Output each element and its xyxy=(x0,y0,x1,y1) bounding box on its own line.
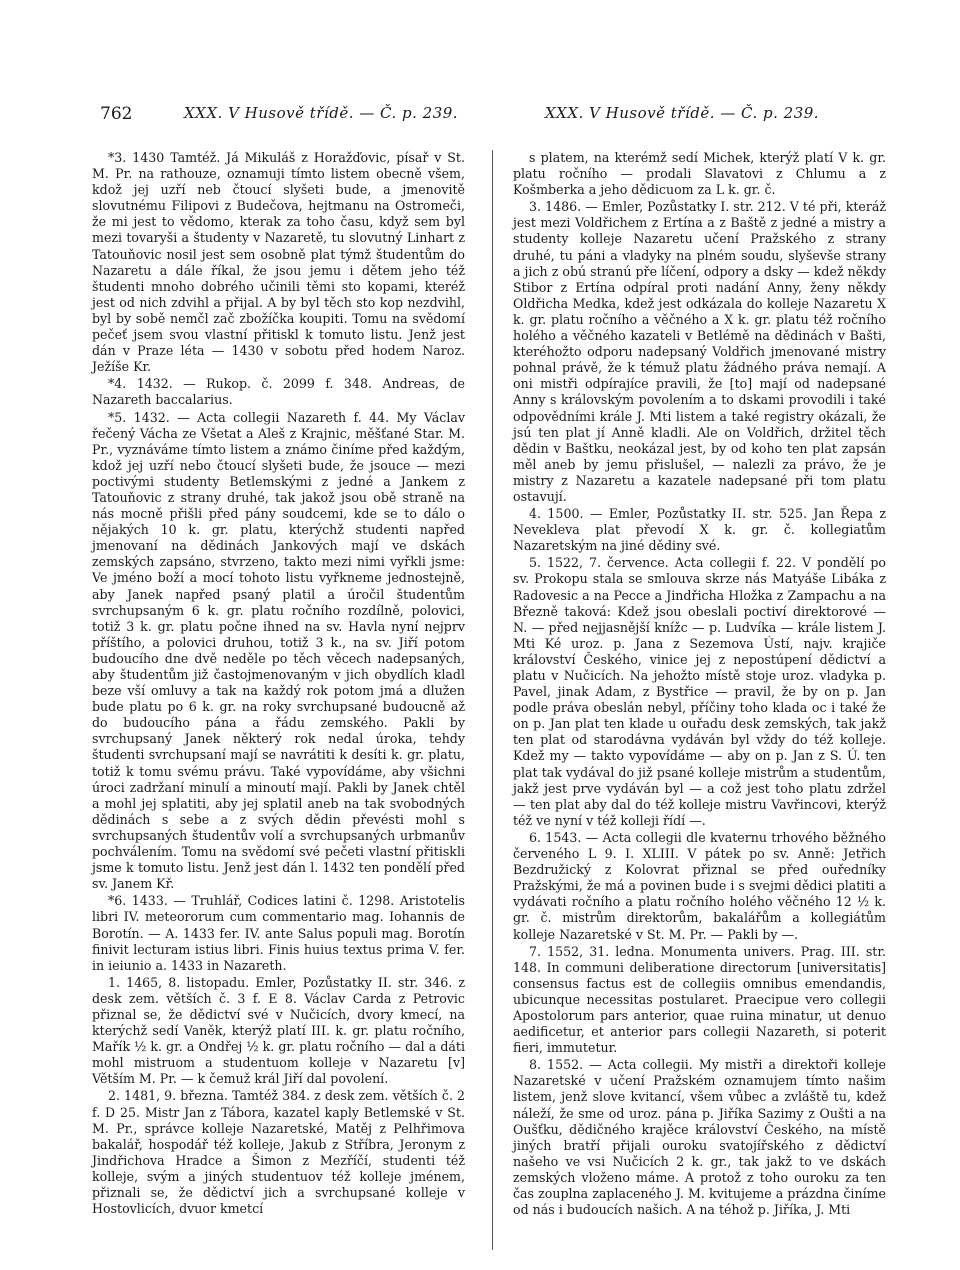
entry-paragraph: *6. 1433. — Truhlář, Codices latini č. 1298. Aristotelis libri IV. meteororum cum commentario mag. Iohannis de Borotín. — A. 1433 fer. IV. ante Salus populi mag. Borotín finivit lecturam istius libri. Finis huius textus prima V. fer. in ieiunio a. 1433 in Nazareth. xyxy=(92,893,465,973)
entry-paragraph: s platem, na kterémž sedí Michek, kterýž platí V k. gr. platu ročního — prodali Slavatovi z Chlumu a z Košmberka a jeho dědicuom za L k. gr. č. xyxy=(513,150,886,198)
entry-paragraph: *4. 1432. — Rukop. č. 2099 f. 348. Andreas, de Nazareth baccalarius. xyxy=(92,376,465,408)
running-header xyxy=(0,104,960,126)
entry-paragraph: 4. 1500. — Emler, Pozůstatky II. str. 525. Jan Řepa z Nevekleva plat převodí X k. gr. č. kollegiatům Nazaretským na jiné dědiny své. xyxy=(513,506,886,554)
entry-paragraph: 1. 1465, 8. listopadu. Emler, Pozůstatky II. str. 346. z desk zem. větších č. 3 f. E 8. Václav Carda z Petrovic přiznal se, že dědictví své v Nučicích, dvory kmecí, na kterýchž sedí Vaněk, kterýž platí III. k. gr. platu ročního, Mařík ½ k. gr. a Ondřej ½ k. gr. platu ročního — dal a dáti mohl mistruom a studentuom kolleje v Nazaretu [v] Větším M. Pr. — k čemuž král Jiří dal povolení. xyxy=(92,974,465,1087)
page-number: 762 xyxy=(100,104,133,124)
entry-paragraph: 5. 1522, 7. července. Acta collegii f. 22. V pondělí po sv. Prokopu stala se smlouva skrze nás Matyáše Libáka z Radovesic a na Pecce a Jindřicha Hložka z Zampachu a na Březně taková: Kdež jsou obeslali poctiví direktorové — N. — před nejjasnější knížc — p. Ludvíka — krále listem J. Mti Ké uroz. p. Jana z Sezemova Ústí, najv. krajiče království Českého, vinice jej z nepostúpení dědictví a platu v Nučicích. Na jehožto místě stoje uroz. vladyka p. Pavel, jinak Adam, z Bystřice — pravil, že by on p. Jan podle práva obeslán nebyl, příčiny toho klada oc i také že on p. Jan plat ten klade u ouřadu desk zemských, tak jakž ten plat od starodávna vydáván byl vždy do též kolleje. Kdež my — takto vypovídáme — aby on p. Jan z S. Ú. ten plat tak vydával do již psané kolleje mistrům a studentům, jakž jest prve vydáván byl — a což jest toho platu zdržel — ten plat aby dal do též kolleje mistru Vavřincovi, kterýž též ve nyní v též kolleji řídí —. xyxy=(513,555,886,828)
column-divider xyxy=(492,150,493,1250)
right-column xyxy=(513,150,886,1219)
entry-paragraph: *3. 1430 Tamtéž. Já Mikuláš z Horažďovic, písař v St. M. Pr. na rathouze, oznamuji tímto listem obecně všem, kdož jej uzří neb čtoucí slyšeti bude, a jmenovitě slovutnému Filipovi z Budečova, hejtmanu na Ostromeči, že mi jest to vědomo, kterak za toho času, když sem byl mezi tovaryši a študenty v Nazaretě, tu slovutný Linhart z Tatouňovic nosil jest sem osobně plat týmž študentům do Nazaretu a dále říkal, že jsou jemu i dětem jeho též študenti mnoho dobrého učinili těmi sto kopami, kteréž jest od nich zdvihl a přijal. A by byl těch sto kop nezdvihl, byl by sobě nemčl zač zbožíčka koupiti. Tomu na svědomí pečeť jsem svou vlastní přitiskl k tomuto listu. Jenž jest dán v Praze léta — 1430 v sobotu před hodem Naroz. Ježíše Kr. xyxy=(92,150,465,375)
left-column xyxy=(92,150,465,1218)
running-head-left: XXX. V Husově třídě. — Č. p. 239. xyxy=(184,104,459,122)
running-head-right: XXX. V Husově třídě. — Č. p. 239. xyxy=(545,104,820,122)
entry-paragraph: 6. 1543. — Acta collegii dle kvaternu trhového běžného červeného L 9. I. XLIII. V pátek po sv. Anně: Jetřich Bezdružický z Kolovrat přiznal se před ouředníky Pražskými, že má a povinen bude i s svejmi dědici platiti a vydávati ročního a platu ročního holého věčného 12 ½ k. gr. č. mistrům direktorům, bakalářům a kollegiátům kolleje Nazaretské v St. M. Pr. — Pakli by —. xyxy=(513,829,886,942)
entry-paragraph: 3. 1486. — Emler, Pozůstatky I. str. 212. V té při, kteráž jest mezi Voldřichem z Ertína a z Baště z jedné a mistry a studenty kolleje Nazaretu učení Pražského z strany druhé, tu páni a vladyky na plném soudu, slyševše strany a jich z obú stranú pře líčení, odpory a dsky — kdež někdy Stibor z Ertína odpíral proti nadání Anny, ženy někdy Oldřicha Medka, kdež jest odkázala do kolleje Nazaretu X k. gr. platu ročního a věčného a X k. gr. platu též ročního holého a věčného kazateli v Betlémě na dědinách v Bašti, kteréhožto odporu nadepsaný Voldřich jmenované mistry pohnal právě, že k témuž platu žádného práva nemají. A oni mistři odpírajíce pravili, že [to] mají od nadepsané Anny s královským povolením a to dskami provodili i také odpovědními krále J. Mti listem a také registry okázali, že jsú ten plat jí Anně kladli. Ale on Voldřich, držitel těch dědin v Baštku, neokázal jest, by od koho ten plat zapsán měl aneb by jemu přislušel, — nalezli za právo, že je mistry z Nazaretu a kazatele nadepsané při tom platu ostavují. xyxy=(513,199,886,504)
entry-paragraph: *5. 1432. — Acta collegii Nazareth f. 44. My Václav řečený Vácha ze Všetat a Aleš z Krajnic, měšťané Star. M. Pr., vyznáváme tímto listem a známo činíme před každým, kdož jej uzří nebo čtoucí slyšeti bude, že jsouce — mezi poctivými studenty Betlemskými z jedné a Jankem z Tatouňovic z strany druhé, tak jakož jsou obě straně na nás mocně přišli před pány soudcemi, kde se to dálo o nějakých 10 k. gr. platu, kterýchž studenti napřed jmenovaní na dědinách Jankových mají ve dskách zemských zapsáno, stvrzeno, takto mezi nimi vyřkli jsme: Ve jméno boží a mocí tohoto listu vyřkneme jednostejně, aby Janek napřed psaný platil a úročil študentům svrchupsaným 6 k. gr. platu ročního rozdílně, polovici, totiž 3 k. gr. platu počne ihned na sv. Havla nyní nejprv příštího, a polovici druhou, totiž 3 k., na sv. Jiří potom budoucího dne dvě neděle po těch věcech nadepsaných, aby študentům již častojmenovaným v jich obydlích kladl beze vší omluvy a tak na každý rok potom jmá a dlužen bude platu po 6 k. gr. na roky svrchupsané budoucně až do budoucího pána a řádu zemského. Pakli by svrchupsaný Janek některý rok nedal úroka, tehdy študenti svrchupsaní mají se navrátiti k desíti k. gr. platu, totiž k tomu svému právu. Také vypovídáme, aby všichni úroci zadržaní minulí a minoutí mají. Pakli by Janek chtěl a mohl jej splatiti, aby jej splatil aneb na tak svobodných dědinách s sebe a z svých dědin převésti mohl s svrchupsaných študentův volí a svrchupsaných urbmanův pochválením. Tomu na svědomí své pečeti vlastní přitiskli jsme k tomuto listu. Jenž jest dán l. 1432 ten pondělí před sv. Janem Kř. xyxy=(92,409,465,892)
entry-paragraph: 7. 1552, 31. ledna. Monumenta univers. Prag. III. str. 148. In communi deliberatione directorum [universitatis] consensus factus est de collegiis omnibus emendandis, ubicunque necessitas postularet. Praecipue vero collegii Apostolorum pars anterior, quae ruina minatur, ut denuo aedificetur, et anterior pars collegii Nazareth, si poterit fieri, immutetur. xyxy=(513,943,886,1056)
entry-paragraph: 8. 1552. — Acta collegii. My mistři a direktoři kolleje Nazaretské v učení Pražském oznamujem tímto našim listem, jenž slove kvitancí, všem vůbec a zvláště tu, kdež náleží, že sme od uroz. pána p. Jiříka Sazimy z Oušti a na Oušťku, dědičného krajěce království Českého, na místě jiných bratří přijali ouroku svatojířského z dědictví našeho ve vsi Nučicích 2 k. gr., tak jakž to ve dskách zemských vloženo máme. A protož z toho ouroku za ten čas zouplna zaplaceného J. M. kvitujeme a prázdna činíme od nás i budoucích našich. A na téhož p. Jiříka, J. Mti xyxy=(513,1057,886,1218)
entry-paragraph: 2. 1481, 9. března. Tamtéž 384. z desk zem. větších č. 2 f. D 25. Mistr Jan z Tábora, kazatel kaply Betlemské v St. M. Pr., správce kolleje Nazaretské, Matěj z Pelhřimova bakalář, hospodář též kolleje, Jakub z Stříbra, Jeronym z Jindřichova Hradce a Šimon z Mezříčí, studenti též kolleje, svým a jiných studentuov též kolleje jménem, přiznali se, že dědictví jich a svrchupsané kolleje v Hostovlicích, dvuor kmetcí xyxy=(92,1088,465,1217)
